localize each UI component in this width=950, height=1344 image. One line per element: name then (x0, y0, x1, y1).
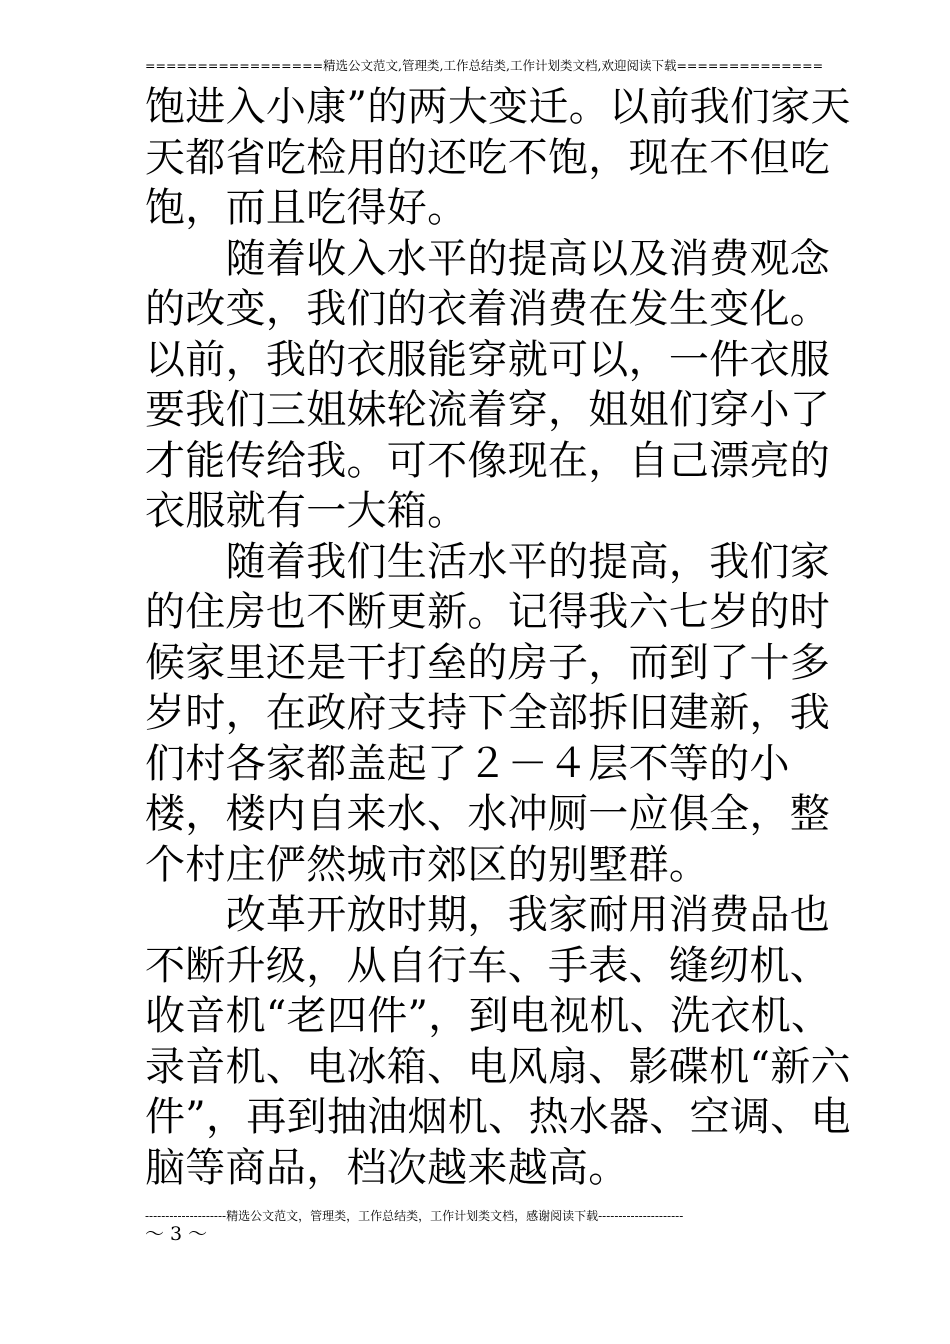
text-line: 改革开放时期，我家耐用消费品也 (145, 892, 831, 938)
text-line: 的住房也不断更新。记得我六七岁的时 (145, 589, 831, 635)
page-number: ～ 3 ～ (145, 1223, 208, 1245)
text-line: 岁时，在政府支持下全部拆旧建新，我 (145, 690, 831, 736)
text-line: 以前，我的衣服能穿就可以，一件衣服 (145, 336, 831, 383)
footer-banner: --------------------精选公文范文，管理类，工作总结类，工作计划类文档，感谢阅读下载--------------------- (145, 1209, 684, 1223)
text-line: 天都省吃检用的还吃不饱，现在不但吃 (145, 134, 831, 181)
text-line: 饱，而且吃得好。 (145, 185, 468, 231)
text-line: 的改变，我们的衣着消费在发生变化。 (145, 286, 831, 332)
text-line: 收音机“老四件”，到电视机、洗衣机、 (145, 993, 832, 1039)
header-banner: =================精选公文范文,管理类,工作总结类,工作计划类文档,欢迎阅读下载============== (145, 58, 824, 73)
text-line: 录音机、电冰箱、电风扇、影碟机“新六 (145, 1043, 851, 1090)
text-line: 们村各家都盖起了２－４层不等的小 (145, 740, 790, 787)
text-line: 个村庄俨然城市郊区的别墅群。 (145, 841, 710, 888)
text-line: 才能传给我。可不像现在，自己漂亮的 (145, 437, 831, 484)
text-line: 随着收入水平的提高以及消费观念 (145, 235, 831, 282)
document-body (145, 82, 851, 1193)
text-line: 件”，再到抽油烟机、热水器、空调、电 (145, 1094, 851, 1140)
text-line: 不断升级，从自行车、手表、缝纫机、 (145, 942, 831, 989)
text-line: 衣服就有一大箱。 (145, 488, 468, 534)
text-line: 候家里还是干打垒的房子，而到了十多 (145, 639, 831, 686)
text-line: 随着我们生活水平的提高，我们家 (145, 538, 831, 585)
text-line: 要我们三姐妹轮流着穿，姐姐们穿小了 (145, 387, 831, 433)
text-line: 饱进入小康”的两大变迁。以前我们家天 (145, 84, 851, 130)
text-line: 脑等商品，档次越来越高。 (145, 1144, 629, 1191)
text-line: 楼，楼内自来水、水冲厕一应俱全，整 (145, 791, 831, 837)
